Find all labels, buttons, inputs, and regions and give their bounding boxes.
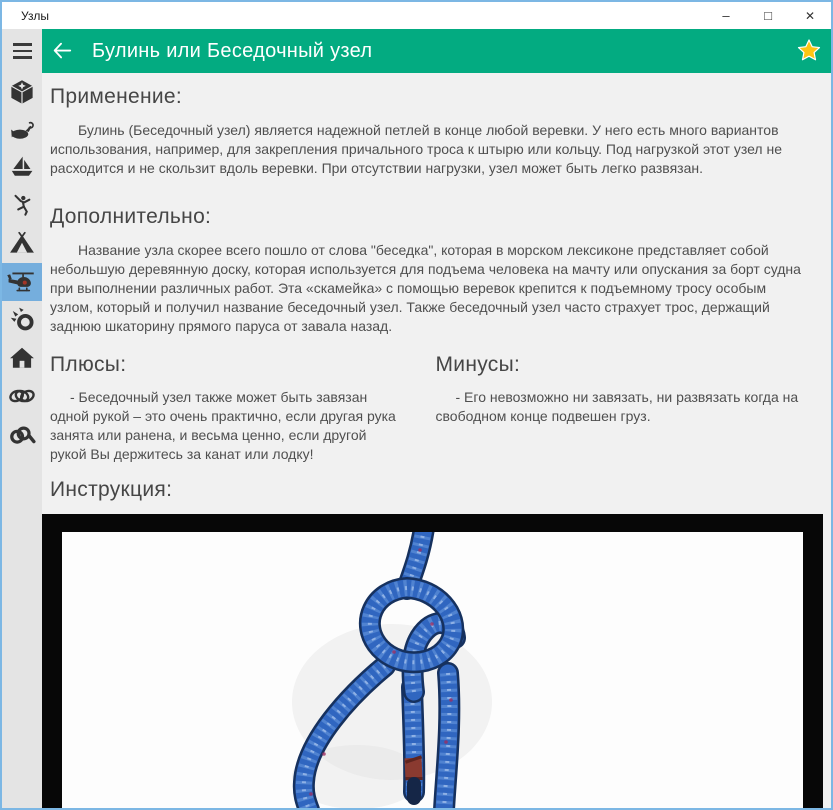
- sidebar-item-all-knots[interactable]: [2, 73, 42, 111]
- close-button[interactable]: ✕: [804, 8, 816, 23]
- sidebar-item-fishing[interactable]: [2, 111, 42, 149]
- pros-text: - Беседочный узел также может быть завязан одной рукой – это очень практично, если другая рука занята или ранена, и весьма ценно, если другой рукой Вы держитесь за канат или лодку!: [50, 389, 396, 462]
- favorite-button[interactable]: [787, 29, 831, 73]
- climber-icon: [9, 193, 35, 219]
- star-icon: [796, 38, 822, 64]
- instruction-heading: Инструкция:: [50, 478, 173, 501]
- fish-hook-icon: [8, 118, 36, 143]
- menu-button[interactable]: [2, 29, 42, 73]
- maximize-button[interactable]: □: [764, 8, 772, 23]
- cube-knot-icon: [9, 79, 35, 105]
- sidebar-item-decorative[interactable]: [2, 377, 42, 415]
- sidebar-item-rescue[interactable]: [2, 263, 42, 301]
- main-area: [2, 73, 831, 808]
- pros-heading: Плюсы:: [50, 353, 127, 376]
- sidebar-item-household[interactable]: [2, 339, 42, 377]
- celtic-knot-icon: [8, 383, 36, 409]
- minimize-button[interactable]: –: [722, 8, 730, 23]
- instruction-video-frame[interactable]: [42, 514, 823, 808]
- rope-coil-icon: [8, 421, 36, 447]
- tent-icon: [9, 231, 35, 257]
- hamburger-icon: [13, 43, 32, 58]
- sidebar-nav: [2, 73, 42, 808]
- cons-column: [428, 351, 806, 464]
- cons-heading: Минусы:: [435, 353, 521, 376]
- header-green-bar: [42, 29, 831, 73]
- house-icon: [9, 345, 35, 371]
- sidebar-item-climbing[interactable]: [2, 187, 42, 225]
- sidebar-item-camping[interactable]: [2, 225, 42, 263]
- window-title: Узлы: [21, 8, 49, 23]
- usage-text: Булинь (Беседочный узел) является надежной петлей в конце любой веревки. У него есть много вариантов использования, например, для закрепления причального троса к штырю или кольцу. Под нагрузкой этот узел не расходится и не скользит вдоль веревки. При отсутствии нагрузки, узел может быть легко развязан.: [50, 122, 782, 176]
- pros-cons-row: [50, 351, 805, 464]
- pros-column: [50, 351, 428, 464]
- back-button[interactable]: [42, 29, 82, 73]
- sidebar-item-sailing[interactable]: [2, 149, 42, 187]
- additional-heading: Дополнительно:: [50, 205, 212, 228]
- article-content: [42, 73, 831, 808]
- page-title: Булинь или Беседочный узел: [92, 39, 373, 62]
- usage-heading: Применение:: [50, 85, 183, 108]
- sidebar-item-ropes[interactable]: [2, 415, 42, 453]
- knot-photo: [62, 532, 803, 808]
- cons-text: - Его невозможно ни завязать, ни развязать когда на свободном конце подвешен груз.: [435, 389, 799, 424]
- title-bar: [2, 2, 831, 29]
- additional-text: Название узла скорее всего пошло от слова "беседка", которая в морском лексиконе представляет собой небольшую деревянную доску, которая используется для подъема человека на мачту или опускания за борт судна при выполнении различных работ. Эта «скамейка» с помощью веревок крепится к подъемному тросу особым узлом, который и получил название беседочный узел. Также беседочный узел часто страхует трос, держащий заднюю шкаторину прямого паруса от завала назад.: [50, 242, 801, 334]
- sidebar-item-loops[interactable]: [2, 301, 42, 339]
- rope-ring-icon: [9, 307, 36, 334]
- back-arrow-icon: [51, 40, 73, 62]
- app-header: [2, 29, 831, 73]
- bowline-knot-illustration: [62, 532, 803, 808]
- helicopter-icon: [6, 270, 38, 294]
- sailboat-icon: [9, 155, 35, 181]
